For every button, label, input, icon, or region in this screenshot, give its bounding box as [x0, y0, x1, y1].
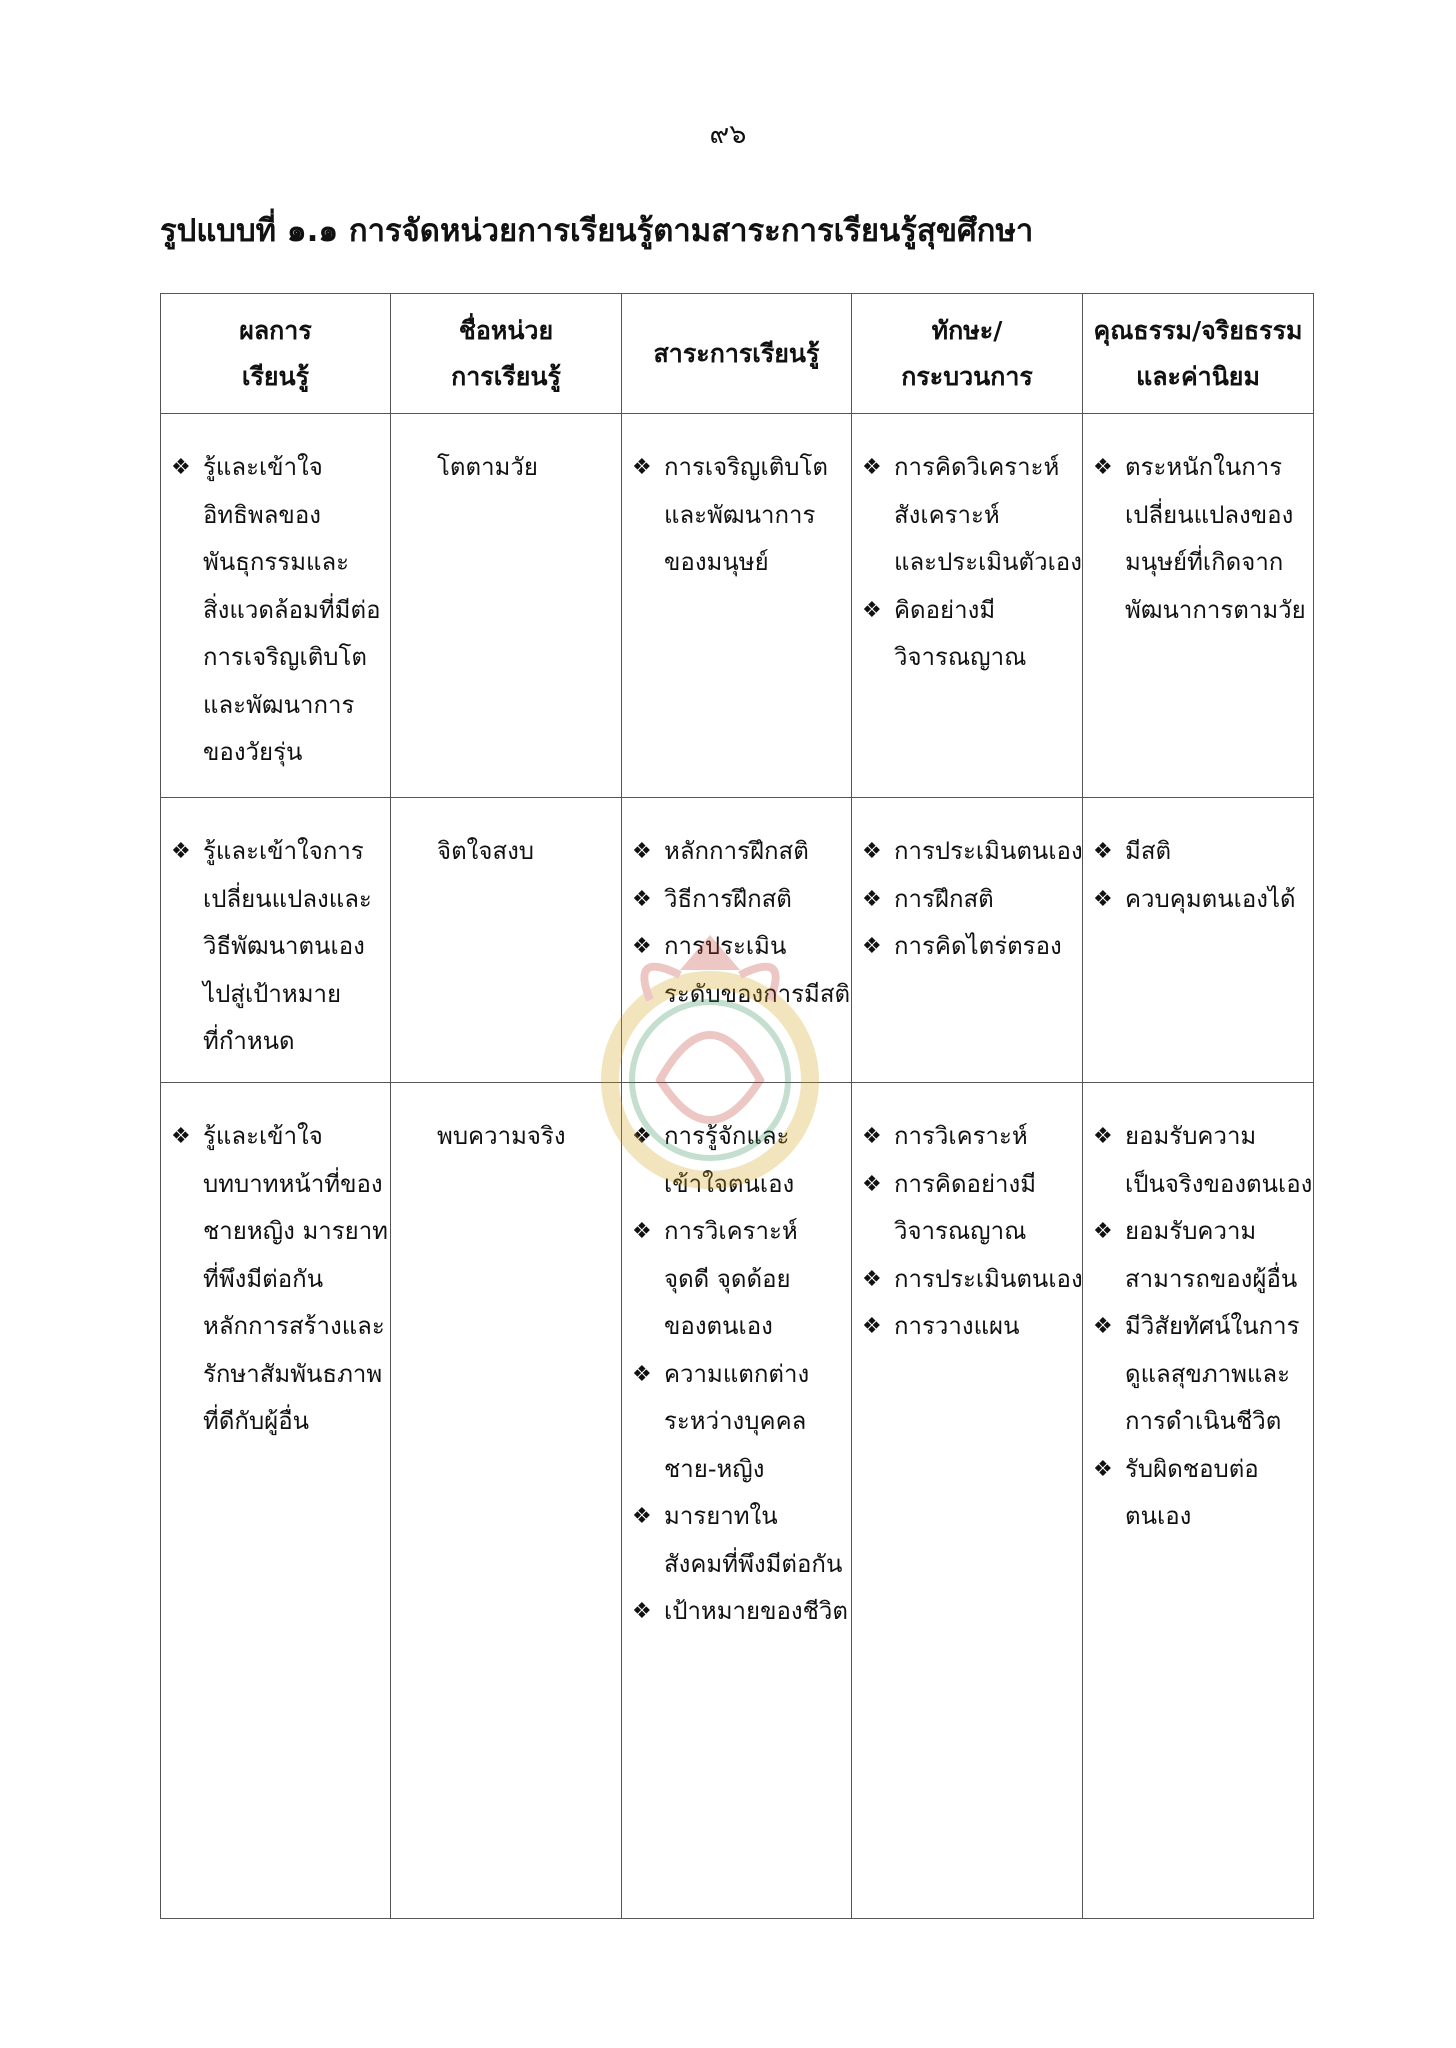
- bullet-text-line: เป็นจริงของตนเอง: [1125, 1169, 1313, 1198]
- learning-outcome-cell: [161, 798, 391, 1083]
- bullet-item: [860, 587, 1078, 682]
- bullet-text-line: ❖ มารยาทใน: [664, 1502, 778, 1530]
- bullet-text-line: ที่ดีกับผู้อื่น: [203, 1407, 310, 1435]
- bullet-text-line: และพัฒนาการ: [664, 500, 816, 529]
- bullet-text-line: ❖ รู้และเข้าใจ: [203, 453, 323, 481]
- bullet-text-line: ระหว่างบุคคล: [664, 1407, 807, 1435]
- bullet-text-line: จุดดี จุดด้อย: [664, 1264, 791, 1293]
- bullet-text-line: ดูแลสุขภาพและ: [1125, 1359, 1290, 1388]
- bullet-item: [630, 923, 851, 1018]
- bullet-list: [860, 1113, 1083, 1351]
- bullet-item: [860, 444, 1082, 587]
- bullet-text-line: สังคมที่พึงมีต่อกัน: [664, 1549, 843, 1578]
- bullet-text-line: ❖ เป้าหมายของชีวิต: [664, 1597, 848, 1625]
- bullet-text-line: พันธุกรรมและ: [203, 548, 350, 576]
- bullet-text-line: ระดับของการมีสติ: [664, 979, 851, 1008]
- bullet-item: [860, 828, 1083, 876]
- bullet-text-line: ❖ การเจริญเติบโต: [664, 453, 829, 481]
- learning-outcome-cell: [161, 1083, 391, 1919]
- bullet-list: [169, 828, 386, 1066]
- bullet-list: [1091, 828, 1309, 923]
- bullet-text-line: ของมนุษย์: [664, 548, 769, 576]
- cell-content: [161, 1083, 390, 1446]
- cell-content: [622, 414, 851, 587]
- bullet-list: [630, 444, 847, 587]
- bullet-list: [630, 828, 851, 1018]
- bullet-text-line: ❖ ยอมรับความ: [1125, 1217, 1257, 1245]
- bullet-item: [1091, 828, 1309, 876]
- bullet-text-line: เปลี่ยนแปลงของ: [1125, 500, 1294, 529]
- header-line: และค่านิยม: [1136, 361, 1260, 391]
- bullet-text-line: ของวัยรุ่น: [203, 738, 303, 766]
- unit-name-text: โตตามวัย: [437, 453, 538, 481]
- bullet-text-line: ❖ มีวิสัยทัศน์ในการ: [1125, 1312, 1300, 1340]
- bullet-item: [630, 876, 847, 924]
- bullet-text-line: ❖ ควบคุมตนเองได้: [1125, 884, 1296, 913]
- unit-name-text: พบความจริง: [437, 1122, 566, 1150]
- table-header-row: [161, 294, 1314, 414]
- learning-outcome-cell: [161, 414, 391, 798]
- skills-process-cell: [852, 1083, 1083, 1919]
- bullet-text-line: และประเมินตัวเอง: [894, 548, 1082, 576]
- bullet-text-line: หลักการสร้างและ: [203, 1312, 385, 1340]
- bullet-text-line: ❖ การวางแผน: [894, 1312, 1020, 1340]
- bullet-item: [860, 1303, 1078, 1351]
- cell-content: [852, 798, 1082, 971]
- header-line: สาระการเรียนรู้: [653, 338, 820, 368]
- cell-content: [852, 1083, 1082, 1351]
- bullet-text-line: สิ่งแวดล้อมที่มีต่อ: [203, 595, 381, 624]
- skills-process-cell: [852, 414, 1083, 798]
- table-row: [161, 414, 1314, 798]
- bullet-item: [169, 1113, 386, 1446]
- header-line: กระบวนการ: [901, 361, 1033, 391]
- bullet-text-line: ❖ การวิเคราะห์: [894, 1122, 1028, 1150]
- bullet-text-line: ที่พึงมีต่อกัน: [203, 1264, 324, 1293]
- learning-content-cell: [622, 414, 852, 798]
- bullet-item: [860, 923, 1078, 971]
- bullet-text-line: ❖ รู้และเข้าใจการ: [203, 837, 364, 865]
- header-learning-content: [622, 294, 852, 414]
- bullet-text-line: ชายหญิง มารยาท: [203, 1217, 388, 1245]
- bullet-item: [630, 1113, 847, 1208]
- bullet-text-line: บทบาทหน้าที่ของ: [203, 1169, 383, 1198]
- header-learning-outcome: [161, 294, 391, 414]
- bullet-item: [1091, 1208, 1309, 1303]
- bullet-text-line: ❖ หลักการฝึกสติ: [664, 837, 809, 865]
- header-line: การเรียนรู้: [451, 361, 561, 391]
- cell-content: [1083, 798, 1313, 923]
- bullet-text-line: พัฒนาการตามวัย: [1125, 595, 1306, 624]
- bullet-list: [630, 1113, 847, 1636]
- bullet-item: [860, 1256, 1083, 1304]
- unit-name-cell: [391, 798, 622, 1083]
- bullet-item: [169, 828, 386, 1066]
- bullet-item: [860, 876, 1078, 924]
- bullet-text-line: ❖ การคิดอย่างมี: [894, 1169, 1037, 1198]
- learning-content-cell: [622, 1083, 852, 1919]
- bullet-item: [169, 444, 386, 777]
- bullet-text-line: และพัฒนาการ: [203, 690, 355, 719]
- morals-values-cell: [1083, 1083, 1314, 1919]
- bullet-text-line: วิธีพัฒนาตนเอง: [203, 932, 365, 960]
- bullet-text-line: ❖ ยอมรับความ: [1125, 1122, 1257, 1150]
- bullet-text-line: ❖ มีสติ: [1125, 837, 1172, 865]
- bullet-text-line: ไปสู่เป้าหมาย: [203, 979, 342, 1008]
- bullet-text-line: ❖ การประเมิน: [664, 932, 787, 960]
- page-number: ๙๖: [709, 119, 747, 150]
- bullet-text-line: ❖ วิธีการฝึกสติ: [664, 884, 792, 913]
- bullet-item: [630, 828, 847, 876]
- table-row: [161, 1083, 1314, 1919]
- bullet-item: [630, 444, 847, 587]
- cell-content: [161, 414, 390, 777]
- bullet-item: [860, 1161, 1078, 1256]
- bullet-text-line: ❖ การรู้จักและ: [664, 1122, 790, 1150]
- cell-content: [1083, 1083, 1313, 1541]
- header-line: ทักษะ/: [931, 315, 1003, 345]
- bullet-text-line: รักษาสัมพันธภาพ: [203, 1359, 383, 1388]
- header-unit-name: [391, 294, 622, 414]
- bullet-text-line: เข้าใจตนเอง: [664, 1169, 795, 1198]
- bullet-item: [630, 1588, 847, 1636]
- bullet-list: [1091, 1113, 1313, 1541]
- bullet-list: [169, 1113, 386, 1446]
- morals-values-cell: [1083, 798, 1314, 1083]
- bullet-text-line: ❖ รู้และเข้าใจ: [203, 1122, 323, 1150]
- cell-content: [622, 1083, 851, 1636]
- bullet-text-line: ❖ ตระหนักในการ: [1125, 453, 1283, 481]
- cell-content: [1083, 414, 1313, 634]
- bullet-text-line: ชาย-หญิง: [664, 1454, 765, 1483]
- header-line: ผลการ: [239, 315, 312, 345]
- bullet-text-line: สังเคราะห์: [894, 500, 1000, 529]
- header-line: คุณธรรม/จริยธรรม: [1093, 315, 1303, 345]
- bullet-list: [169, 444, 386, 777]
- bullet-item: [1091, 1113, 1313, 1208]
- bullet-item: [630, 1493, 847, 1588]
- cell-content: [391, 798, 621, 876]
- cell-content: [391, 414, 621, 492]
- bullet-list: [1091, 444, 1309, 634]
- bullet-text-line: ตนเอง: [1125, 1502, 1192, 1530]
- bullet-item: [1091, 876, 1309, 924]
- bullet-text-line: เปลี่ยนแปลงและ: [203, 884, 372, 913]
- bullet-item: [1091, 1446, 1309, 1541]
- page-title: รูปแบบที่ ๑.๑ การจัดหน่วยการเรียนรู้ตามสาระการเรียนรู้สุขศึกษา: [160, 213, 1034, 249]
- bullet-item: [1091, 444, 1309, 634]
- unit-name-cell: [391, 1083, 622, 1919]
- unit-name-cell: [391, 414, 622, 798]
- learning-content-cell: [622, 798, 852, 1083]
- bullet-item: [1091, 1303, 1309, 1446]
- table-row: [161, 798, 1314, 1083]
- bullet-text-line: ❖ การประเมินตนเอง: [894, 837, 1083, 865]
- header-line: ชื่อหน่วย: [458, 315, 554, 345]
- learning-unit-table: [160, 293, 1314, 1919]
- bullet-text-line: ❖ การวิเคราะห์: [664, 1217, 798, 1245]
- skills-process-cell: [852, 798, 1083, 1083]
- bullet-text-line: การเจริญเติบโต: [203, 643, 368, 671]
- bullet-item: [630, 1351, 847, 1494]
- bullet-text-line: วิจารณญาณ: [894, 643, 1027, 671]
- bullet-list: [860, 828, 1083, 971]
- bullet-text-line: การดำเนินชีวิต: [1125, 1407, 1282, 1435]
- cell-content: [852, 414, 1082, 682]
- bullet-text-line: ❖ การประเมินตนเอง: [894, 1264, 1083, 1293]
- morals-values-cell: [1083, 414, 1314, 798]
- header-line: เรียนรู้: [241, 361, 310, 391]
- bullet-item: [630, 1208, 847, 1351]
- bullet-text-line: ของตนเอง: [664, 1312, 773, 1340]
- cell-content: [391, 1083, 621, 1161]
- cell-content: [622, 798, 851, 1018]
- header-morals-values: [1083, 294, 1314, 414]
- bullet-text-line: ❖ การฝึกสติ: [894, 884, 994, 913]
- unit-name-text: จิตใจสงบ: [437, 837, 535, 865]
- bullet-list: [860, 444, 1082, 682]
- bullet-text-line: ❖ การคิดไตร่ตรอง: [894, 932, 1062, 960]
- cell-content: [161, 798, 390, 1066]
- bullet-text-line: ที่กำหนด: [203, 1027, 295, 1055]
- header-skills-process: [852, 294, 1083, 414]
- bullet-text-line: ❖ รับผิดชอบต่อ: [1125, 1454, 1259, 1483]
- bullet-text-line: มนุษย์ที่เกิดจาก: [1125, 548, 1284, 576]
- bullet-text-line: ❖ ความแตกต่าง: [664, 1359, 810, 1388]
- bullet-text-line: ❖ คิดอย่างมี: [894, 595, 996, 624]
- bullet-item: [860, 1113, 1078, 1161]
- bullet-text-line: สามารถของผู้อื่น: [1125, 1264, 1298, 1293]
- bullet-text-line: อิทธิพลของ: [203, 500, 321, 529]
- bullet-text-line: ❖ การคิดวิเคราะห์: [894, 453, 1060, 481]
- bullet-text-line: วิจารณญาณ: [894, 1217, 1027, 1245]
